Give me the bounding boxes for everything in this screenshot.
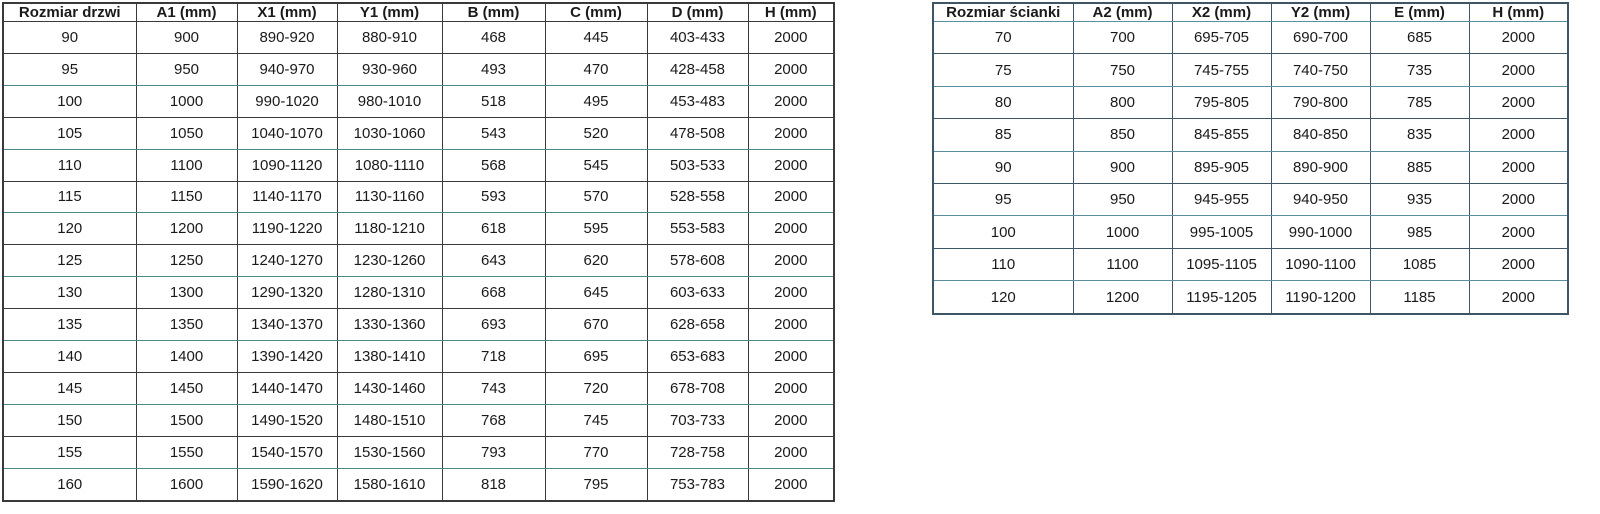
table-cell: 818 — [442, 468, 545, 501]
table-cell: 643 — [442, 245, 545, 277]
header-cell: Rozmiar drzwi — [3, 3, 136, 22]
table-row — [3, 404, 834, 436]
table-row — [3, 181, 834, 213]
table-cell: 695 — [545, 341, 647, 373]
table-cell: 1100 — [136, 149, 237, 181]
table-cell: 1150 — [136, 181, 237, 213]
table-cell: 2000 — [1469, 22, 1568, 54]
table-cell: 2000 — [1469, 119, 1568, 151]
table-cell: 743 — [442, 372, 545, 404]
table-cell: 1180-1210 — [337, 213, 442, 245]
table-cell: 125 — [3, 245, 136, 277]
table-cell: 720 — [545, 372, 647, 404]
table-cell: 795 — [545, 468, 647, 501]
table-cell: 2000 — [748, 117, 834, 149]
table-row — [3, 85, 834, 117]
table-cell: 800 — [1073, 86, 1172, 118]
table-cell: 690-700 — [1271, 22, 1370, 54]
table-cell: 1550 — [136, 436, 237, 468]
table-row — [3, 468, 834, 501]
table-cell: 1390-1420 — [237, 341, 337, 373]
header-row — [933, 3, 1568, 22]
table-cell: 1140-1170 — [237, 181, 337, 213]
table-cell: 2000 — [1469, 151, 1568, 183]
table-row — [3, 277, 834, 309]
table-cell: 1600 — [136, 468, 237, 501]
table-cell: 1490-1520 — [237, 404, 337, 436]
header-cell: A1 (mm) — [136, 3, 237, 22]
table-cell: 1540-1570 — [237, 436, 337, 468]
table-cell: 545 — [545, 149, 647, 181]
table-cell: 130 — [3, 277, 136, 309]
table-cell: 685 — [1370, 22, 1469, 54]
table-cell: 950 — [136, 53, 237, 85]
table-cell: 1095-1105 — [1172, 248, 1271, 280]
table-row — [3, 117, 834, 149]
table-cell: 518 — [442, 85, 545, 117]
table-cell: 470 — [545, 53, 647, 85]
table-cell: 1500 — [136, 404, 237, 436]
door-table-header — [3, 3, 834, 22]
table-cell: 1530-1560 — [337, 436, 442, 468]
table-row — [933, 183, 1568, 215]
table-cell: 1085 — [1370, 248, 1469, 280]
table-cell: 1450 — [136, 372, 237, 404]
table-cell: 785 — [1370, 86, 1469, 118]
table-cell: 880-910 — [337, 22, 442, 54]
header-cell: Y1 (mm) — [337, 3, 442, 22]
table-cell: 403-433 — [647, 22, 748, 54]
table-cell: 593 — [442, 181, 545, 213]
wall-table-body — [933, 22, 1568, 315]
table-cell: 890-920 — [237, 22, 337, 54]
header-cell: D (mm) — [647, 3, 748, 22]
header-cell: E (mm) — [1370, 3, 1469, 22]
table-cell: 570 — [545, 181, 647, 213]
table-cell: 835 — [1370, 119, 1469, 151]
table-cell: 995-1005 — [1172, 216, 1271, 248]
table-cell: 2000 — [1469, 183, 1568, 215]
table-cell: 670 — [545, 309, 647, 341]
table-cell: 2000 — [748, 245, 834, 277]
table-cell: 793 — [442, 436, 545, 468]
table-cell: 1590-1620 — [237, 468, 337, 501]
table-cell: 120 — [933, 281, 1073, 314]
table-cell: 568 — [442, 149, 545, 181]
table-cell: 770 — [545, 436, 647, 468]
table-cell: 2000 — [1469, 54, 1568, 86]
table-cell: 145 — [3, 372, 136, 404]
table-cell: 795-805 — [1172, 86, 1271, 118]
table-cell: 2000 — [748, 436, 834, 468]
header-cell: Y2 (mm) — [1271, 3, 1370, 22]
table-row — [933, 22, 1568, 54]
table-cell: 693 — [442, 309, 545, 341]
table-cell: 468 — [442, 22, 545, 54]
table-cell: 1200 — [1073, 281, 1172, 314]
table-cell: 930-960 — [337, 53, 442, 85]
table-cell: 1280-1310 — [337, 277, 442, 309]
table-cell: 80 — [933, 86, 1073, 118]
table-cell: 2000 — [1469, 248, 1568, 280]
table-cell: 2000 — [748, 341, 834, 373]
table-row — [933, 86, 1568, 118]
table-cell: 135 — [3, 309, 136, 341]
table-cell: 478-508 — [647, 117, 748, 149]
table-cell: 1480-1510 — [337, 404, 442, 436]
table-cell: 2000 — [748, 53, 834, 85]
table-cell: 1000 — [1073, 216, 1172, 248]
table-cell: 110 — [933, 248, 1073, 280]
table-cell: 768 — [442, 404, 545, 436]
table-cell: 90 — [933, 151, 1073, 183]
header-cell: B (mm) — [442, 3, 545, 22]
table-cell: 528-558 — [647, 181, 748, 213]
table-cell: 718 — [442, 341, 545, 373]
table-cell: 628-658 — [647, 309, 748, 341]
table-cell: 985 — [1370, 216, 1469, 248]
table-row — [933, 216, 1568, 248]
table-cell: 553-583 — [647, 213, 748, 245]
table-cell: 1050 — [136, 117, 237, 149]
table-cell: 2000 — [748, 149, 834, 181]
table-cell: 2000 — [1469, 216, 1568, 248]
table-cell: 115 — [3, 181, 136, 213]
header-cell: H (mm) — [1469, 3, 1568, 22]
table-cell: 790-800 — [1271, 86, 1370, 118]
header-cell: C (mm) — [545, 3, 647, 22]
table-cell: 745-755 — [1172, 54, 1271, 86]
table-cell: 140 — [3, 341, 136, 373]
table-cell: 2000 — [748, 468, 834, 501]
table-cell: 1430-1460 — [337, 372, 442, 404]
table-row — [3, 372, 834, 404]
table-cell: 668 — [442, 277, 545, 309]
table-cell: 620 — [545, 245, 647, 277]
table-cell: 885 — [1370, 151, 1469, 183]
table-cell: 895-905 — [1172, 151, 1271, 183]
table-cell: 1240-1270 — [237, 245, 337, 277]
table-cell: 1580-1610 — [337, 468, 442, 501]
table-cell: 1130-1160 — [337, 181, 442, 213]
table-cell: 1090-1100 — [1271, 248, 1370, 280]
table-row — [3, 213, 834, 245]
table-cell: 990-1020 — [237, 85, 337, 117]
table-cell: 940-950 — [1271, 183, 1370, 215]
table-cell: 840-850 — [1271, 119, 1370, 151]
table-cell: 980-1010 — [337, 85, 442, 117]
table-row — [3, 341, 834, 373]
header-row — [3, 3, 834, 22]
table-cell: 2000 — [1469, 86, 1568, 118]
table-cell: 940-970 — [237, 53, 337, 85]
table-cell: 945-955 — [1172, 183, 1271, 215]
table-row — [3, 53, 834, 85]
header-cell: A2 (mm) — [1073, 3, 1172, 22]
table-cell: 1350 — [136, 309, 237, 341]
table-cell: 495 — [545, 85, 647, 117]
table-cell: 1300 — [136, 277, 237, 309]
table-cell: 453-483 — [647, 85, 748, 117]
header-cell: X2 (mm) — [1172, 3, 1271, 22]
header-cell: X1 (mm) — [237, 3, 337, 22]
table-row — [3, 22, 834, 54]
table-cell: 150 — [3, 404, 136, 436]
table-cell: 1040-1070 — [237, 117, 337, 149]
table-cell: 1000 — [136, 85, 237, 117]
table-cell: 653-683 — [647, 341, 748, 373]
table-cell: 2000 — [748, 213, 834, 245]
table-cell: 703-733 — [647, 404, 748, 436]
table-cell: 2000 — [748, 277, 834, 309]
table-cell: 2000 — [748, 22, 834, 54]
table-cell: 745 — [545, 404, 647, 436]
table-cell: 728-758 — [647, 436, 748, 468]
table-cell: 2000 — [748, 309, 834, 341]
wall-table-header — [933, 3, 1568, 22]
table-cell: 2000 — [748, 372, 834, 404]
table-cell: 100 — [933, 216, 1073, 248]
table-cell: 900 — [1073, 151, 1172, 183]
table-cell: 950 — [1073, 183, 1172, 215]
table-cell: 75 — [933, 54, 1073, 86]
table-cell: 85 — [933, 119, 1073, 151]
table-cell: 900 — [136, 22, 237, 54]
table-cell: 1440-1470 — [237, 372, 337, 404]
table-row — [3, 245, 834, 277]
table-row — [933, 54, 1568, 86]
table-cell: 750 — [1073, 54, 1172, 86]
table-cell: 990-1000 — [1271, 216, 1370, 248]
table-row — [3, 309, 834, 341]
table-cell: 695-705 — [1172, 22, 1271, 54]
table-cell: 155 — [3, 436, 136, 468]
table-cell: 70 — [933, 22, 1073, 54]
table-row — [933, 119, 1568, 151]
table-cell: 735 — [1370, 54, 1469, 86]
table-cell: 503-533 — [647, 149, 748, 181]
table-cell: 520 — [545, 117, 647, 149]
table-row — [933, 248, 1568, 280]
door-table-body — [3, 22, 834, 502]
table-cell: 1100 — [1073, 248, 1172, 280]
table-cell: 578-608 — [647, 245, 748, 277]
table-cell: 890-900 — [1271, 151, 1370, 183]
table-cell: 618 — [442, 213, 545, 245]
wall-sizes-table — [932, 2, 1569, 315]
table-row — [933, 151, 1568, 183]
table-cell: 1200 — [136, 213, 237, 245]
table-cell: 850 — [1073, 119, 1172, 151]
table-cell: 428-458 — [647, 53, 748, 85]
door-sizes-table — [2, 2, 835, 502]
table-cell: 1230-1260 — [337, 245, 442, 277]
table-cell: 2000 — [748, 404, 834, 436]
table-cell: 753-783 — [647, 468, 748, 501]
header-cell: Rozmiar ścianki — [933, 3, 1073, 22]
table-row — [3, 149, 834, 181]
table-cell: 1195-1205 — [1172, 281, 1271, 314]
table-cell: 1400 — [136, 341, 237, 373]
table-cell: 95 — [3, 53, 136, 85]
table-cell: 1340-1370 — [237, 309, 337, 341]
table-cell: 935 — [1370, 183, 1469, 215]
table-cell: 1250 — [136, 245, 237, 277]
table-cell: 845-855 — [1172, 119, 1271, 151]
table-cell: 105 — [3, 117, 136, 149]
table-cell: 445 — [545, 22, 647, 54]
table-cell: 595 — [545, 213, 647, 245]
table-cell: 493 — [442, 53, 545, 85]
table-cell: 678-708 — [647, 372, 748, 404]
table-row — [933, 281, 1568, 314]
table-cell: 2000 — [1469, 281, 1568, 314]
table-cell: 110 — [3, 149, 136, 181]
table-cell: 160 — [3, 468, 136, 501]
table-cell: 740-750 — [1271, 54, 1370, 86]
table-cell: 700 — [1073, 22, 1172, 54]
table-cell: 543 — [442, 117, 545, 149]
table-cell: 1030-1060 — [337, 117, 442, 149]
table-cell: 1290-1320 — [237, 277, 337, 309]
table-cell: 2000 — [748, 85, 834, 117]
header-cell: H (mm) — [748, 3, 834, 22]
table-cell: 1080-1110 — [337, 149, 442, 181]
table-cell: 603-633 — [647, 277, 748, 309]
table-cell: 100 — [3, 85, 136, 117]
table-cell: 1185 — [1370, 281, 1469, 314]
table-cell: 1330-1360 — [337, 309, 442, 341]
table-cell: 90 — [3, 22, 136, 54]
table-cell: 95 — [933, 183, 1073, 215]
table-cell: 645 — [545, 277, 647, 309]
table-row — [3, 436, 834, 468]
table-cell: 1090-1120 — [237, 149, 337, 181]
table-cell: 120 — [3, 213, 136, 245]
table-cell: 1190-1200 — [1271, 281, 1370, 314]
table-cell: 1380-1410 — [337, 341, 442, 373]
table-cell: 1190-1220 — [237, 213, 337, 245]
table-cell: 2000 — [748, 181, 834, 213]
